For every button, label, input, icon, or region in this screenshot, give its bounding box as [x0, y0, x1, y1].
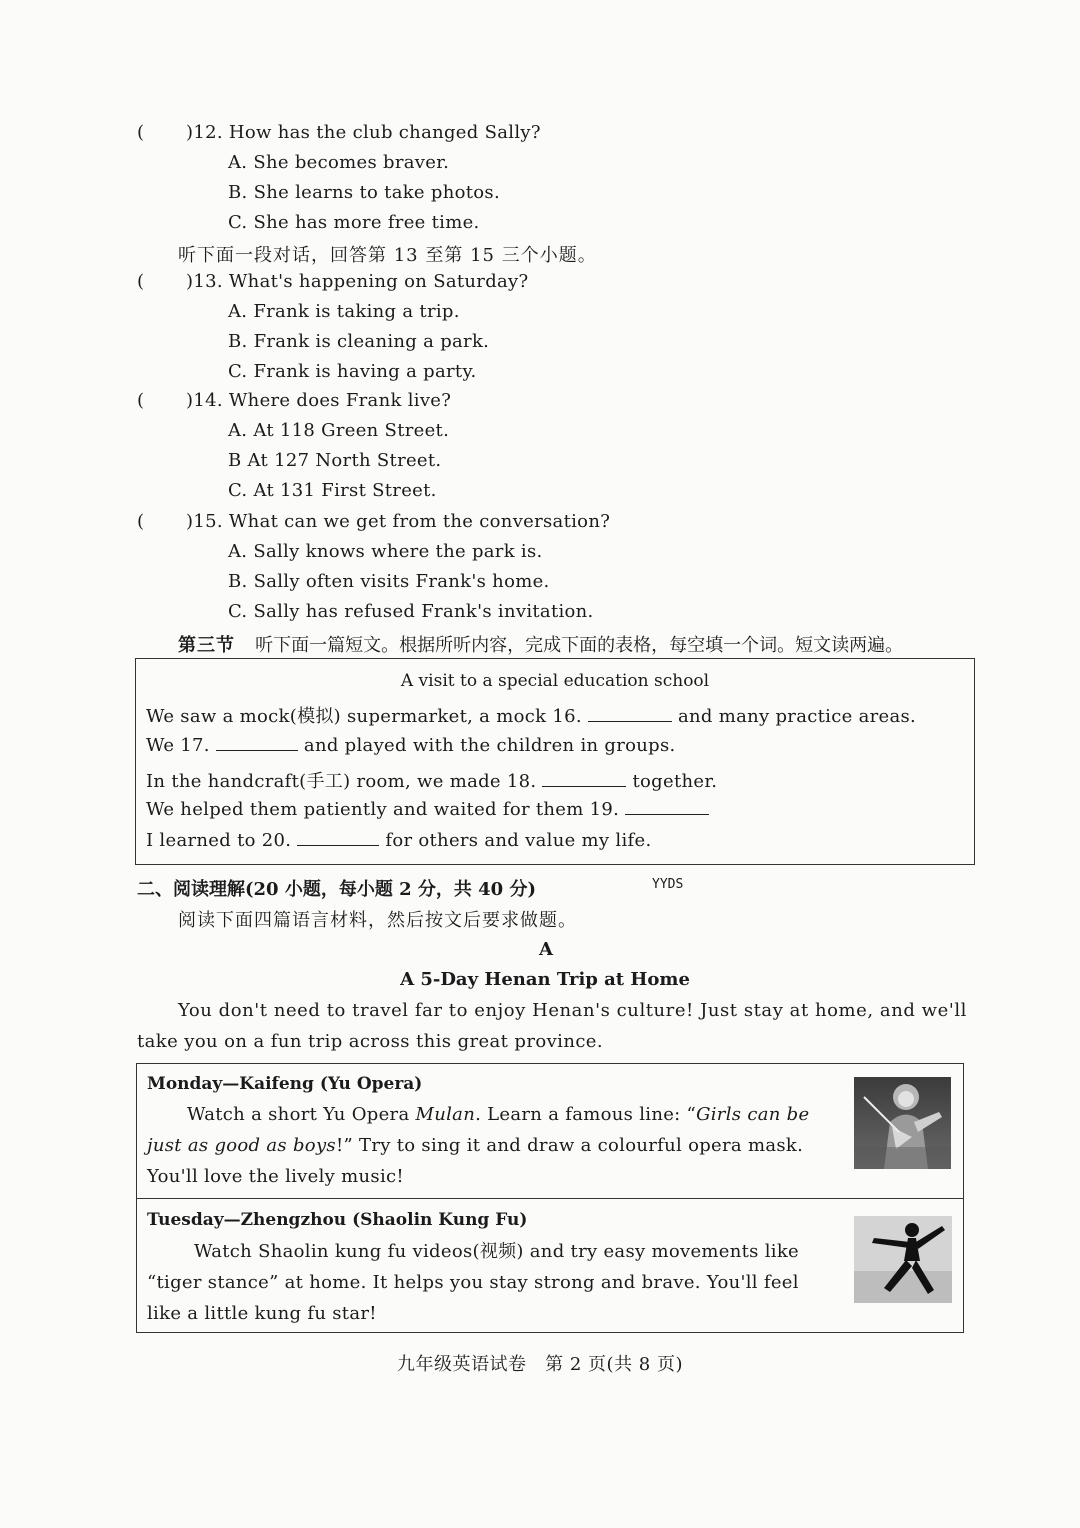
blank-19[interactable]: [625, 800, 709, 815]
card-title: Tuesday—Zhengzhou (Shaolin Kung Fu): [147, 1210, 528, 1230]
answer-paren: (: [137, 511, 145, 532]
table-line-18: In the handcraft(手工) room, we made 18. together.: [146, 771, 718, 792]
answer-paren: (: [137, 271, 145, 292]
card-title: Monday—Kaifeng (Yu Opera): [147, 1074, 423, 1094]
q15-option-a: A. Sally knows where the park is.: [228, 541, 543, 562]
blank-20[interactable]: [297, 831, 379, 846]
section-3-text: 听下面一篇短文。根据所听内容，完成下面的表格，每空填一个词。短文读两遍。: [255, 635, 904, 656]
blank-18[interactable]: [542, 772, 626, 787]
q14-option-c: C. At 131 First Street.: [228, 480, 437, 501]
part-2-heading: 二、阅读理解(20 小题，每小题 2 分，共 40 分): [137, 879, 536, 900]
q14-option-a: A. At 118 Green Street.: [228, 420, 450, 441]
table-title: A visit to a special education school: [400, 671, 710, 691]
table-line-16: We saw a mock(模拟) supermarket, a mock 16. and many practice areas.: [146, 706, 917, 727]
question-12-stem: )12. How has the club changed Sally?: [186, 122, 541, 143]
q13-option-c: C. Frank is having a party.: [228, 361, 477, 382]
section-3-label: 第三节: [178, 635, 235, 656]
q12-option-b: B. She learns to take photos.: [228, 182, 500, 203]
question-13-stem: )13. What's happening on Saturday?: [186, 271, 529, 292]
passage-intro-line-2: take you on a fun trip across this great province.: [137, 1031, 603, 1052]
card-body: Watch Shaolin kung fu videos(视频) and try easy movements like “tiger stance” at home. It helps you stay strong and brave. You'll feel like a little kung fu star!: [147, 1241, 799, 1324]
kung-fu-image: [854, 1216, 952, 1303]
answer-paren: (: [137, 122, 145, 143]
passage-intro-line-1: You don't need to travel far to enjoy Henan's culture! Just stay at home, and we'll: [178, 1000, 967, 1021]
q15-option-c: C. Sally has refused Frank's invitation.: [228, 601, 594, 622]
watermark: YYDS: [652, 877, 684, 892]
answer-paren: (: [137, 390, 145, 411]
day-card-monday: [136, 1063, 964, 1199]
q12-option-c: C. She has more free time.: [228, 212, 480, 233]
q14-option-b: B At 127 North Street.: [228, 450, 442, 471]
blank-17[interactable]: [216, 736, 298, 751]
q13-option-b: B. Frank is cleaning a park.: [228, 331, 490, 352]
part-2-instruction: 阅读下面四篇语言材料，然后按文后要求做题。: [178, 910, 577, 931]
q13-option-a: A. Frank is taking a trip.: [228, 301, 460, 322]
passage-title: A 5-Day Henan Trip at Home: [400, 969, 690, 990]
page-footer: 九年级英语试卷 第 2 页(共 8 页): [397, 1354, 683, 1375]
question-14-stem: )14. Where does Frank live?: [186, 390, 452, 411]
section-3-instruction: [178, 631, 903, 657]
passage-letter: A: [539, 939, 553, 960]
blank-16[interactable]: [588, 707, 672, 722]
table-line-19: We helped them patiently and waited for them 19.: [146, 799, 709, 820]
table-line-20: I learned to 20. for others and value my life.: [146, 830, 652, 851]
card-body: Watch a short Yu Opera Mulan. Learn a famous line: “Girls can be just as good as boys!” Try to sing it and draw a colourful opera mask. You'll love the lively music!: [147, 1104, 810, 1187]
opera-performer-image: [854, 1077, 951, 1169]
day-card-tuesday: [136, 1198, 964, 1333]
fill-in-table: [135, 658, 975, 865]
q12-option-a: A. She becomes braver.: [228, 152, 450, 173]
table-line-17: We 17. and played with the children in groups.: [146, 735, 676, 756]
instruction-13-15: 听下面一段对话，回答第 13 至第 15 三个小题。: [178, 245, 597, 266]
q15-option-b: B. Sally often visits Frank's home.: [228, 571, 550, 592]
question-15-stem: )15. What can we get from the conversation?: [186, 511, 611, 532]
